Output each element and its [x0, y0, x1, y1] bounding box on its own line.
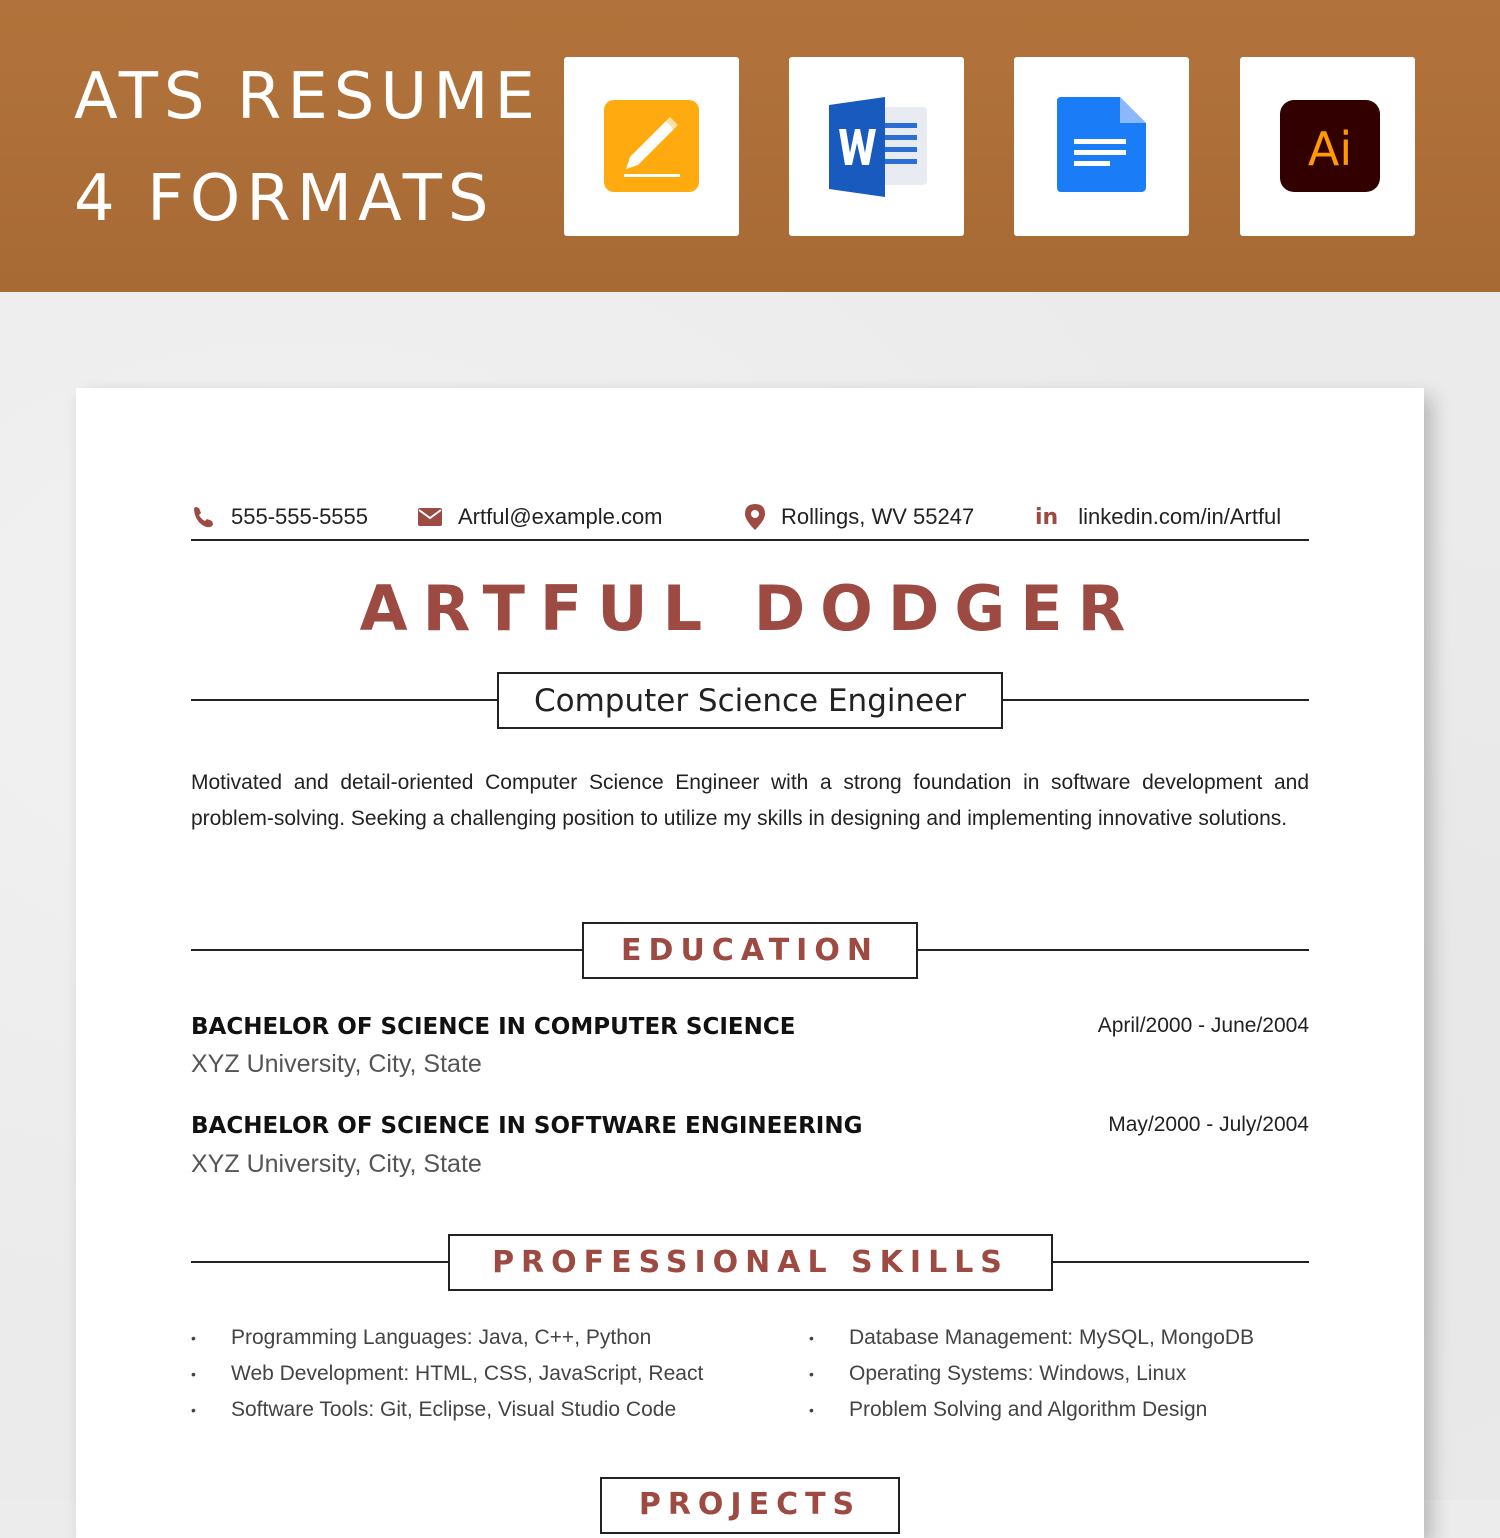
illustrator-icon	[1280, 97, 1380, 192]
skill-item: • Operating Systems: Windows, Linux	[809, 1362, 1187, 1385]
contact-divider	[191, 539, 1309, 541]
format-tile-pages[interactable]	[564, 57, 739, 236]
svg-text:Ai: Ai	[1307, 122, 1353, 176]
contact-linkedin	[1035, 500, 1281, 534]
format-tile-illustrator[interactable]	[1240, 57, 1415, 236]
location-text: Rollings, WV 55247	[781, 504, 975, 529]
job-title-box	[497, 672, 1003, 729]
skill-item: • Database Management: MySQL, MongoDB	[809, 1326, 1255, 1349]
candidate-name: ARTFUL DODGER	[359, 572, 1141, 645]
format-tile-word[interactable]	[789, 57, 964, 236]
education-degree: BACHELOR OF SCIENCE IN COMPUTER SCIENCE	[191, 1014, 796, 1040]
contact-location	[745, 500, 974, 534]
skill-item: • Software Tools: Git, Eclipse, Visual Studio Code	[191, 1398, 677, 1421]
location-pin-icon	[745, 504, 765, 530]
skill-item: • Web Development: HTML, CSS, JavaScript, React	[191, 1362, 704, 1385]
pages-icon	[604, 97, 699, 192]
banner-subtitle: 4 FORMATS	[74, 162, 495, 236]
education-degree: BACHELOR OF SCIENCE IN SOFTWARE ENGINEERING	[191, 1113, 863, 1139]
linkedin-icon: in	[1035, 504, 1059, 530]
envelope-icon	[418, 508, 442, 526]
contact-phone	[191, 500, 368, 534]
linkedin-text[interactable]: linkedin.com/in/Artful	[1078, 504, 1282, 529]
education-heading-box	[582, 922, 918, 979]
skill-item: • Programming Languages: Java, C++, Python	[191, 1326, 652, 1349]
header-banner	[0, 0, 1500, 292]
projects-heading: PROJECTS	[638, 1487, 862, 1522]
phone-text: 555-555-5555	[231, 504, 369, 529]
phone-icon	[191, 505, 215, 529]
email-text: Artful@example.com	[458, 504, 663, 529]
format-tile-google-docs[interactable]	[1014, 57, 1189, 236]
contact-email	[418, 500, 663, 534]
skills-heading-box	[448, 1234, 1053, 1291]
banner-title: ATS RESUME	[74, 60, 541, 134]
education-heading: EDUCATION	[621, 933, 879, 968]
projects-heading-box	[600, 1477, 900, 1534]
skill-item: • Problem Solving and Algorithm Design	[809, 1398, 1208, 1421]
education-dates: May/2000 - July/2004	[1108, 1113, 1309, 1136]
education-dates: April/2000 - June/2004	[1097, 1014, 1309, 1037]
word-icon	[829, 97, 929, 197]
education-school: XYZ University, City, State	[191, 1150, 482, 1178]
education-school: XYZ University, City, State	[191, 1050, 482, 1078]
skills-heading: PROFESSIONAL SKILLS	[492, 1245, 1009, 1280]
skills-left-column	[191, 1320, 703, 1428]
skills-right-column	[809, 1320, 1254, 1428]
job-title: Computer Science Engineer	[533, 682, 967, 719]
profile-summary: Motivated and detail-oriented Computer Science Engineer with a strong foundation in software development and problem-solving. Seeking a challenging position to utilize my skills in designing and implementing innovative solutions.	[191, 771, 1309, 830]
google-docs-icon	[1054, 97, 1149, 192]
